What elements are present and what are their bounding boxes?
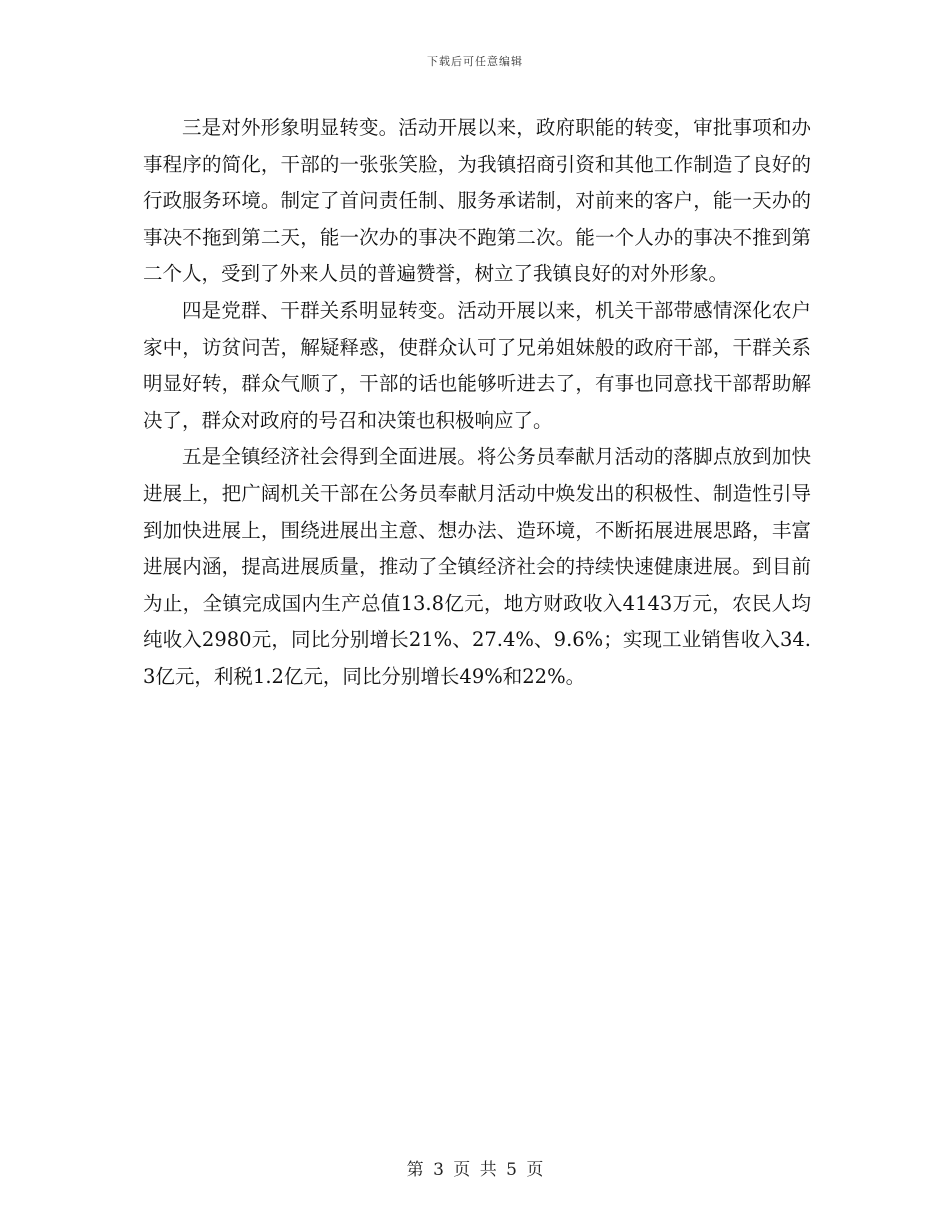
paragraph-party-relations: 四是党群、干群关系明显转变。活动开展以来，机关干部带感情深化农户家中，访贫问苦，解疑释惑，使群众认可了兄弟姐妹般的政府干部，干群关系明显好转，群众气顺了，干部的话也能够听进去了，有事也同意找干部帮助解决了，群众对政府的号召和决策也积极响应了。 [143, 298, 811, 432]
paragraph-economic-progress: 五是全镇经济社会得到全面进展。将公务员奉献月活动的落脚点放到加快进展上，把广阔机关干部在公务员奉献月活动中焕发出的积极性、制造性引导到加快进展上，围绕进展出主意、想办法、造环境，不断拓展进展思路，丰富进展内涵，提高进展质量，推动了全镇经济社会的持续快速健康进展。到目前为止，全镇完成国内生产总值13.8亿元，地方财政收入4143万元，农民人均纯收入2980元，同比分别增长21%、27.4%、9.6%；实现工业销售收入34.3亿元，利税1.2亿元，同比分别增长49%和22%。 [143, 445, 811, 688]
page-number-footer: 第 3 页 共 5 页 [406, 1160, 544, 1180]
paragraph-external-image: 三是对外形象明显转变。活动开展以来，政府职能的转变，审批事项和办事程序的简化，干部的一张张笑脸，为我镇招商引资和其他工作制造了良好的行政服务环境。制定了首问责任制、服务承诺制，对前来的客户，能一天办的事决不拖到第二天，能一次办的事决不跑第二次。能一个人办的事决不推到第二个人，受到了外来人员的普遍赞誉，树立了我镇良好的对外形象。 [143, 116, 811, 286]
document-body [143, 110, 811, 696]
page-header: 下载后可任意编辑 [427, 55, 523, 68]
